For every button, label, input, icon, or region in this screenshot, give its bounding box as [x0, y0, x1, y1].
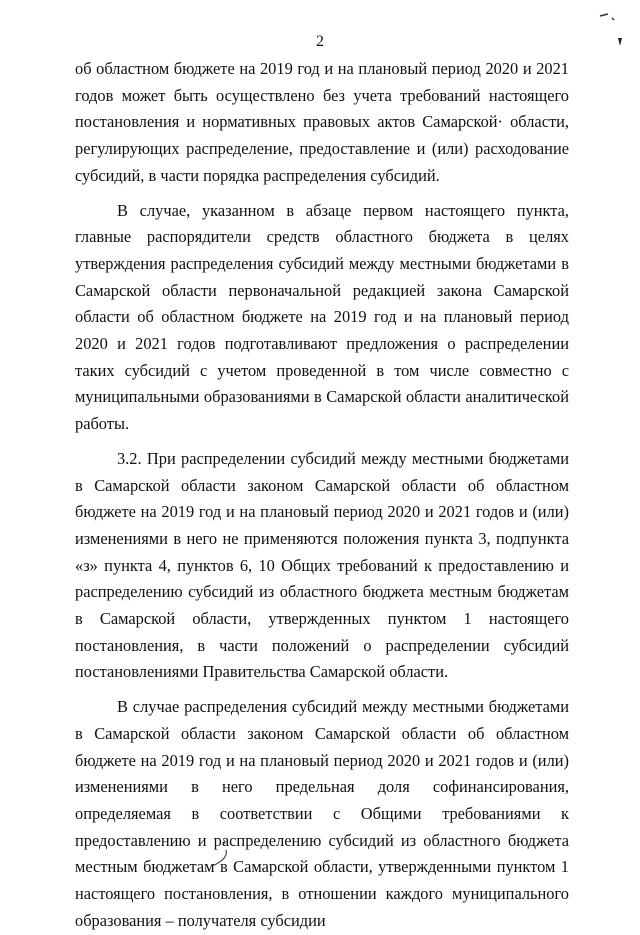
paragraph-continuation: об областном бюджете на 2019 год и на плановый период 2020 и 2021 годов может быть осуществлено без учета требований настоящего постановления и нормативных правовых актов Самарской· области, регулирующих распределение, предоставление и (или) расходование субсидий, в части порядка распределения субсидий.: [75, 59, 569, 185]
paragraph-item-3-2: 3.2. При распределении субсидий между местными бюджетами в Самарской области законом Самарской области об областном бюджете на 2019 год и на плановый период 2020 и 2021 годов и (или) изменениями в него не применяются положения пункта 3, подпункта «з» пункта 4, пунктов 6, 10 Общих требований к предоставлению и распределению субсидий из областного бюджета местным бюджетам в Самарской области, утвержденных пунктом 1 настоящего постановления, в части положений о распределении субсидий постановлениями Правительства Самарской области.: [75, 448, 569, 682]
handwritten-mark: [208, 838, 232, 872]
paragraph-cofinancing: В случае распределения субсидий между местными бюджетами в Самарской области законом Самарской области об областном бюджете на 2019 год и на плановый период 2020 и 2021 годов и (или) изменениями в него предельная доля софинансирования, определяемая в соответствии с Общими требованиями к предоставлению и распределению субсидий из областного бюджета местным бюджетам в Самарской области, утвержденными пунктом 1 настоящего постановления, в отношении каждого муниципального образования – получателя субсидии: [75, 697, 569, 930]
document-body: [75, 56, 569, 935]
page-number: 2: [316, 33, 324, 50]
scan-artifact-mark: [598, 10, 628, 50]
paragraph-main-distributors: В случае, указанном в абзаце первом настоящего пункта, главные распорядители средств областного бюджета в целях утверждения распределения субсидий между местными бюджетами в Самарской области первоначальной редакцией закона Самарской области об областном бюджете на 2019 год и на плановый период 2020 и 2021 годов подготавливают предложения о распределении таких субсидий с учетом проведенной в том числе совместно с муниципальными образованиями в Самарской области аналитической работы.: [75, 200, 569, 434]
